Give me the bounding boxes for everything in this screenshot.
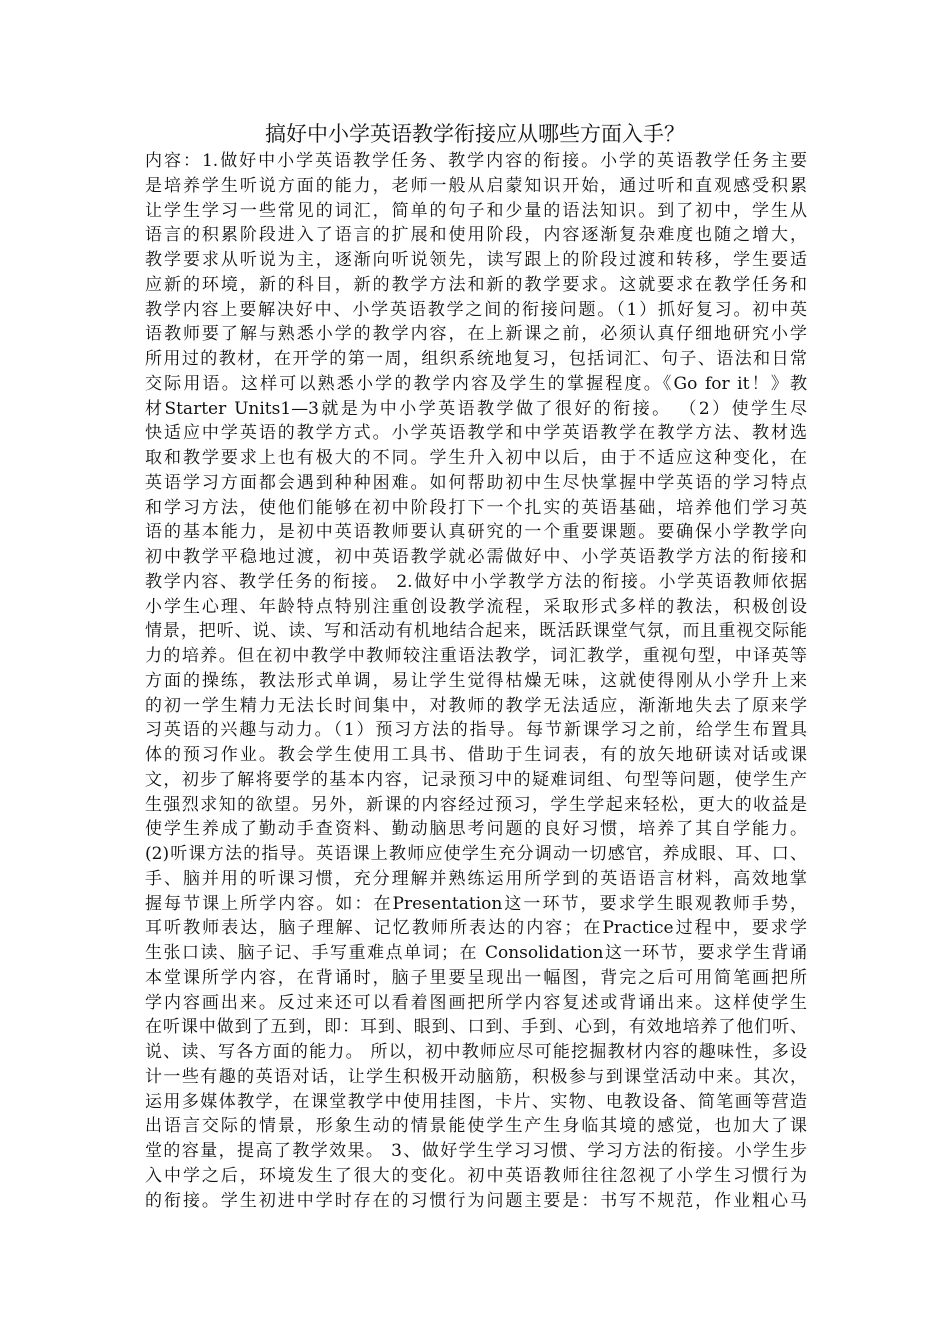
- text-line: 本堂课所学内容，在背诵时，脑子里要呈现出一幅图，背完之后可用简笔画把所: [145, 967, 807, 988]
- text-line: 初中教学平稳地过渡，初中英语教学就必需做好中、小学英语教学方法的衔接和: [145, 547, 807, 567]
- text-line: 在听课中做到了五到，即：耳到、眼到、口到、手到、心到，有效地培养了他们听、: [145, 1017, 807, 1038]
- text-line: 教学内容、教学任务的衔接。 2.做好中小学教学方法的衔接。小学英语教师依据: [145, 571, 807, 592]
- document-body: [145, 149, 807, 1213]
- text-line: 情景，把听、说、读、写和活动有机地结合起来，既活跃课堂气氛，而且重视交际能: [145, 621, 807, 642]
- text-line: 堂的容量，提高了教学效果。 3、做好学生学习习惯、学习方法的衔接。小学生步: [145, 1141, 807, 1161]
- text-line: 教学要求从听说为主，逐渐向听说领先，读写跟上的阶段过渡和转移，学生要适: [145, 250, 807, 270]
- text-line: 让学生学习一些常见的词汇，简单的句子和少量的语法知识。到了初中，学生从: [145, 200, 807, 221]
- text-line: 耳听教师表达，脑子理解、记忆教师所表达的内容；在Practice过程中，要求学: [145, 918, 807, 939]
- text-line: 计一些有趣的英语对话，让学生积极开动脑筋，积极参与到课堂活动中来。其次，: [145, 1066, 807, 1087]
- text-line: 应新的环境，新的科目，新的教学方法和新的教学要求。这就要求在教学任务和: [145, 274, 807, 295]
- text-line: 握每节课上所学内容。如：在Presentation这一环节，要求学生眼观教师手势，: [145, 893, 807, 914]
- text-line: 所用过的教材，在开学的第一周，组织系统地复习，包括词汇、句子、语法和日常: [145, 349, 807, 369]
- text-line: 生张口读、脑子记、手写重难点单词；在 Consolidation这一环节，要求学生背诵: [145, 943, 807, 963]
- text-line: 的初一学生精力无法长时间集中，对教师的教学无法适应，渐渐地失去了原来学: [145, 695, 807, 716]
- text-line: 语教师要了解与熟悉小学的教学内容，在上新课之前，必须认真仔细地研究小学: [145, 324, 807, 345]
- text-line: 的衔接。学生初进中学时存在的习惯行为问题主要是：书写不规范，作业粗心马: [145, 1190, 807, 1211]
- text-line: 说、读、写各方面的能力。 所以，初中教师应尽可能挖掘教材内容的趣味性，多设: [145, 1042, 807, 1062]
- text-line: (2)听课方法的指导。英语课上教师应使学生充分调动一切感官，养成眼、耳、口、: [145, 844, 807, 864]
- text-line: 生强烈求知的欲望。另外，新课的内容经过预习，学生学起来轻松，更大的收益是: [145, 794, 807, 815]
- text-line: 英语学习方面都会遇到种种困难。如何帮助初中生尽快掌握中学英语的学习特点: [145, 472, 807, 493]
- text-line: 交际用语。这样可以熟悉小学的教学内容及学生的掌握程度。《Go for it！》教: [145, 373, 807, 394]
- text-line: 取和教学要求上也有极大的不同。学生升入初中以后，由于不适应这种变化，在: [145, 448, 807, 468]
- text-line: 入中学之后，环境发生了很大的变化。初中英语教师往往忽视了小学生习惯行为: [145, 1165, 807, 1186]
- text-line: 语的基本能力，是初中英语教师要认真研究的一个重要课题。要确保小学教学向: [145, 522, 807, 543]
- text-line: 方面的操练，教法形式单调，易让学生觉得枯燥无味，这就使得刚从小学升上来: [145, 670, 807, 691]
- text-line: 内容：1.做好中小学英语教学任务、教学内容的衔接。小学的英语教学任务主要: [145, 151, 807, 171]
- text-line: 和学习方法，使他们能够在初中阶段打下一个扎实的英语基础，培养他们学习英: [145, 497, 807, 518]
- text-line: 手、脑并用的听课习惯，充分理解并熟练运用所学到的英语语言材料，高效地掌: [145, 868, 807, 889]
- text-line: 小学生心理、年龄特点特别注重创设教学流程，采取形式多样的教法，积极创设: [145, 596, 807, 617]
- text-line: 学内容画出来。反过来还可以看着图画把所学内容复述或背诵出来。这样使学生: [145, 992, 807, 1013]
- text-line: 文，初步了解将要学的基本内容，记录预习中的疑难词组、句型等问题，使学生产: [145, 769, 807, 790]
- text-line: 运用多媒体教学，在课堂教学中使用挂图，卡片、实物、电教设备、简笔画等营造: [145, 1091, 807, 1112]
- text-line: 是培养学生听说方面的能力，老师一般从启蒙知识开始，通过听和直观感受积累: [145, 175, 807, 196]
- text-line: 出语言交际的情景，形象生动的情景能使学生产生身临其境的感觉，也加大了课: [145, 1116, 807, 1137]
- text-line: 习英语的兴趣与动力。（1）预习方法的指导。每节新课学习之前，给学生布置具: [145, 720, 807, 741]
- document-title: 搞好中小学英语教学衔接应从哪些方面入手？: [265, 122, 685, 146]
- text-line: 使学生养成了勤动手查资料、勤动脑思考问题的良好习惯，培养了其自学能力。: [145, 819, 807, 840]
- text-line: 力的培养。但在初中教学中教师较注重语法教学，词汇教学，重视句型，中译英等: [145, 646, 807, 666]
- text-line: 快适应中学英语的教学方式。小学英语教学和中学英语教学在教学方法、教材选: [145, 423, 807, 444]
- text-line: 语言的积累阶段进入了语言的扩展和使用阶段，内容逐渐复杂难度也随之增大，: [145, 225, 807, 246]
- text-line: 体的预习作业。教会学生使用工具书、借助于生词表，有的放矢地研读对话或课: [145, 745, 807, 765]
- text-line: 教学内容上要解决好中、小学英语教学之间的衔接问题。（1）抓好复习。初中英: [145, 299, 807, 320]
- text-line: 材Starter Units1—3就是为中小学英语教学做了很好的衔接。 （2）使学生尽: [145, 398, 807, 419]
